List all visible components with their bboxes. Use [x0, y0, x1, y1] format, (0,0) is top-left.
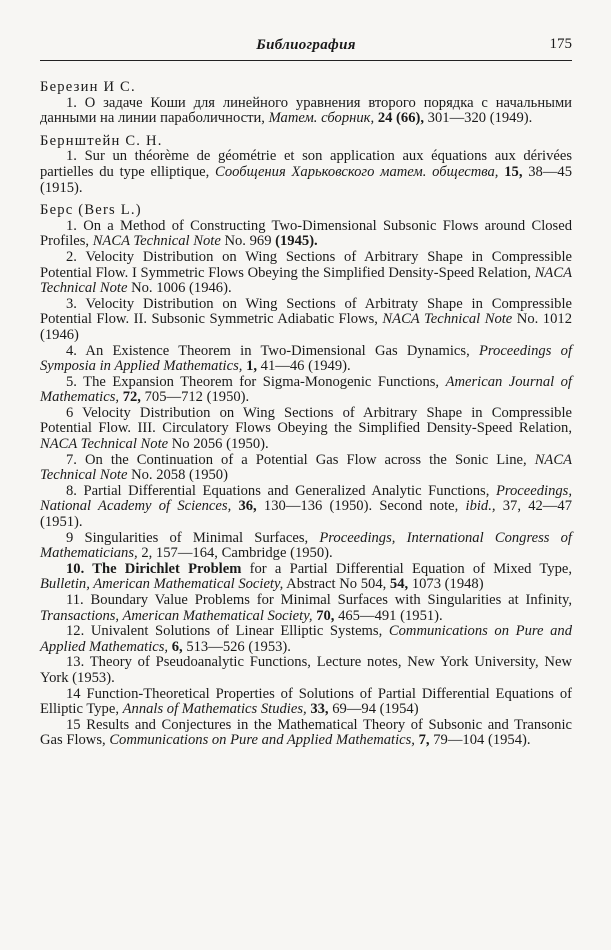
reference-text: 38—45 (1915).: [40, 163, 573, 196]
reference-text: 465—491 (1951).: [334, 607, 443, 624]
reference-volume: 1,: [246, 358, 258, 375]
reference-source: NACA Technical Note: [40, 264, 572, 297]
reference-text: Abstract No 504,: [283, 576, 390, 593]
reference-item: [40, 687, 572, 718]
reference-text: 69—94 (1954): [328, 701, 419, 718]
reference-text: No. 1012 (1946): [40, 311, 572, 343]
reference-volume: 6,: [171, 638, 183, 655]
reference-source: NACA Technical Note: [382, 311, 513, 328]
reference-text: 7. On the Continuation of a Potential Gas Flow across the Sonic Line,: [66, 451, 535, 468]
reference-text: No 2056 (1950).: [168, 436, 269, 453]
reference-source: Proceedings, International Congress of Mathematicians,: [40, 529, 572, 562]
reference-volume: 72,: [122, 389, 141, 406]
reference-item: [40, 531, 572, 562]
author-name: Березин И С.: [40, 79, 136, 95]
reference-item: [40, 375, 572, 406]
reference-text: 14 Function-Theoretical Properties of Solutions of Partial Differential Equations of Elliptic Type,: [40, 685, 572, 718]
bibliography-list: [40, 80, 572, 756]
reference-text: 13. Theory of Pseudoanalytic Functions, Lecture notes, New York University, New York (1953).: [40, 654, 572, 686]
reference-volume: 24 (66),: [377, 110, 425, 127]
reference-source: American Journal of Mathematics,: [40, 373, 572, 406]
reference-text: 15 Results and Conjectures in the Mathematical Theory of Subsonic and Transonic Gas Flows,: [40, 716, 572, 749]
reference-text: 79—104 (1954).: [429, 732, 531, 749]
reference-item: [40, 484, 572, 531]
reference-item: [40, 406, 572, 453]
reference-text: 9 Singularities of Minimal Surfaces,: [66, 529, 320, 546]
reference-text: No. 2058 (1950): [127, 467, 228, 484]
reference-text: for a Partial Differential Equation of Mixed Type,: [241, 560, 572, 577]
reference-text: 2, 157—164, Cambridge (1950).: [137, 545, 333, 562]
reference-text: No. 969: [220, 233, 276, 250]
reference-item: [40, 250, 572, 297]
reference-item: [40, 453, 572, 484]
reference-item: [40, 718, 572, 749]
reference-item: [40, 149, 572, 196]
reference-item: [40, 655, 572, 686]
reference-item: [40, 624, 572, 655]
author-entry: [40, 134, 572, 196]
reference-volume: 33,: [310, 701, 329, 718]
reference-source: NACA Technical Note: [92, 233, 221, 250]
reference-volume: 10. The Dirichlet Problem: [66, 560, 242, 577]
author-entry: [40, 80, 572, 127]
running-title: Библиография: [256, 37, 356, 53]
reference-text: No. 1006 (1946).: [127, 280, 232, 297]
reference-text: 8. Partial Differential Equations and Generalized Analytic Functions,: [66, 482, 496, 499]
reference-volume: 15,: [504, 163, 523, 180]
reference-text: 12. Univalent Solutions of Linear Elliptic Systems,: [66, 623, 389, 640]
reference-source: Матем. сборник,: [268, 110, 375, 127]
reference-volume: (1945).: [275, 233, 318, 250]
reference-item: [40, 96, 572, 127]
reference-source: ibid.,: [465, 498, 496, 515]
reference-text: 2. Velocity Distribution on Wing Sections of Arbitrary Shape in Compressible Potential Flow. I Symmetric Flows Obeying the Simplified Density-Speed Relation,: [40, 248, 572, 281]
reference-volume: 36,: [238, 498, 257, 515]
reference-volume: 70,: [316, 607, 335, 624]
page-number: 175: [549, 36, 572, 52]
reference-source: NACA Technical Note: [40, 436, 169, 453]
author-name: Бернштейн С. Н.: [40, 132, 163, 149]
reference-source: Сообщения Харьковского матем. общества,: [215, 163, 499, 180]
reference-text: 11. Boundary Value Problems for Minimal Surfaces with Singularities at Infinity,: [66, 592, 572, 608]
reference-text: 6 Velocity Distribution on Wing Sections of Arbitrary Shape in Compressible Potential Flow. III. Circulatory Flows Obeying the Simplified Density-Speed Relation,: [40, 404, 572, 437]
reference-source: Proceedings of Symposia in Applied Mathematics,: [40, 342, 573, 375]
reference-text: 41—46 (1949).: [257, 358, 351, 375]
reference-source: Transactions, American Mathematical Society,: [40, 607, 313, 624]
reference-text: 4. An Existence Theorem in Two-Dimensional Gas Dynamics,: [66, 342, 479, 359]
reference-text: 1073 (1948): [408, 576, 484, 593]
reference-source: Annals of Mathematics Studies,: [122, 701, 307, 718]
reference-source: Communications on Pure and Applied Mathematics,: [109, 732, 415, 749]
reference-text: 1. О задаче Коши для линейного уравнения второго порядка с начальными данными на линии параболичности,: [40, 94, 572, 127]
reference-item: [40, 219, 572, 250]
reference-source: Communications on Pure and Applied Mathematics,: [40, 623, 572, 655]
reference-volume: 7,: [418, 732, 430, 749]
reference-source: Proceedings, National Academy of Sciences,: [40, 482, 572, 515]
reference-text: 5. The Expansion Theorem for Sigma-Monogenic Functions,: [66, 373, 446, 390]
page-header: [40, 30, 572, 61]
reference-text: 301—320 (1949).: [424, 110, 533, 127]
reference-text: 705—712 (1950).: [140, 389, 250, 406]
reference-item: [40, 562, 572, 593]
reference-text: 513—526 (1953).: [182, 638, 291, 655]
reference-source: Bulletin, American Mathematical Society,: [40, 576, 284, 593]
reference-text: 130—136 (1950). Second note,: [256, 498, 466, 515]
reference-text: 37, 42—47 (1951).: [40, 498, 572, 531]
reference-item: [40, 297, 572, 344]
reference-text: 1. On a Method of Constructing Two-Dimensional Subsonic Flows around Closed Profiles,: [40, 217, 572, 250]
reference-source: NACA Technical Note: [40, 451, 572, 484]
reference-item: [40, 593, 572, 624]
reference-text: 3. Velocity Distribution on Wing Sections of Arbitraty Shape in Compressible Potential Flow. II. Subsonic Symmetric Adiabatic Flows,: [40, 295, 572, 328]
reference-item: [40, 344, 572, 375]
reference-text: 1. Sur un théorème de géométrie et son application aux équations aux dérivées partielles du type elliptique,: [40, 148, 572, 180]
author-entry: [40, 203, 572, 749]
reference-volume: 54,: [389, 576, 409, 593]
author-name: Берс (Bers L.): [40, 202, 142, 219]
